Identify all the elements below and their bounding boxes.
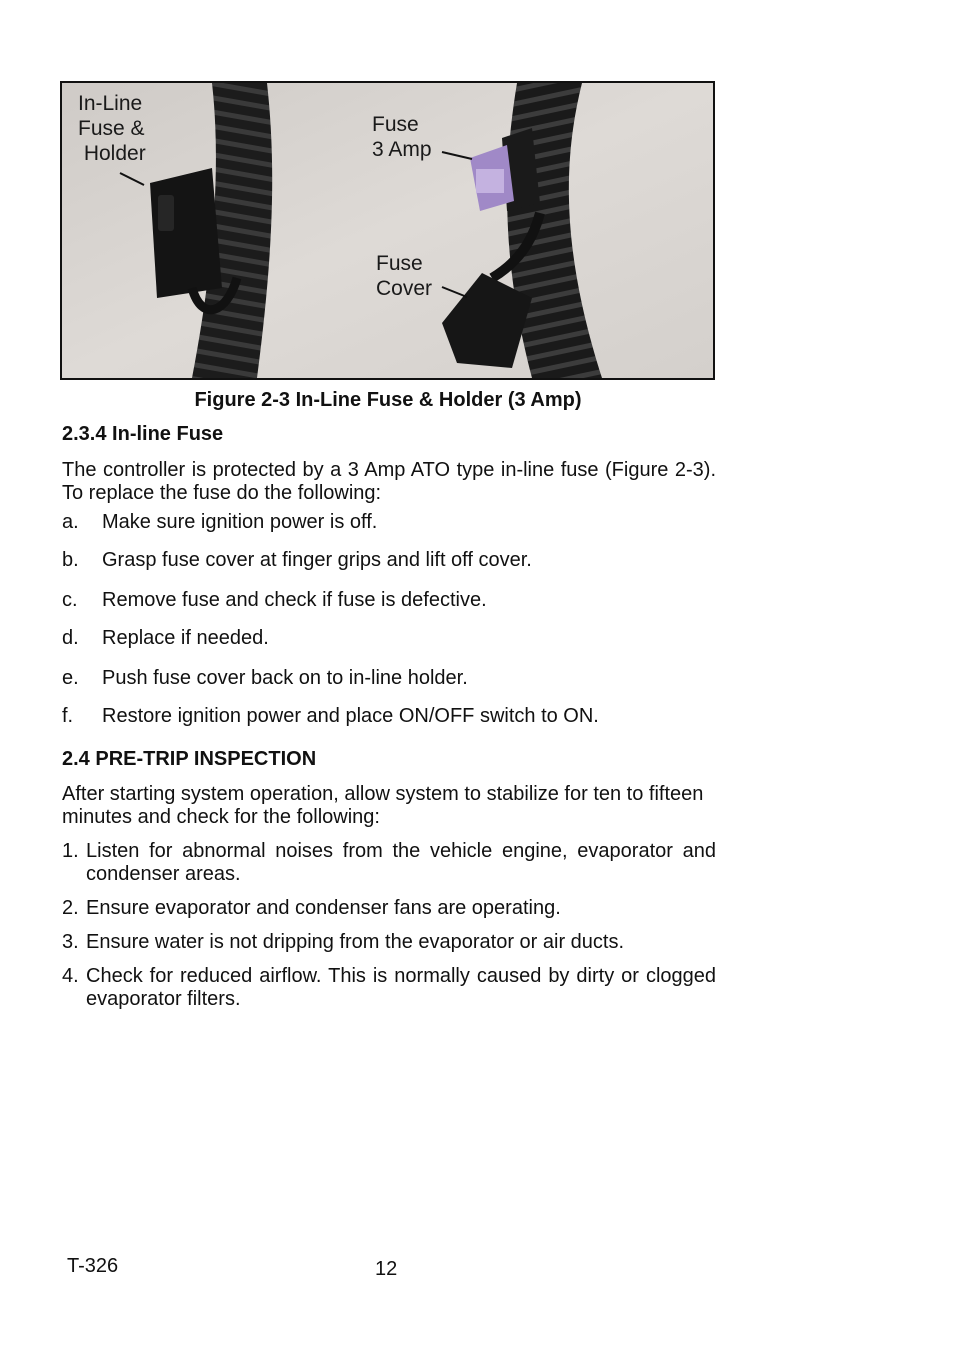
list-item — [62, 931, 716, 954]
list-text: Make sure ignition power is off. — [102, 511, 378, 533]
page-number: 12 — [375, 1258, 398, 1280]
section-heading-inline-fuse: 2.3.4 In-line Fuse — [62, 423, 224, 445]
list-text: Restore ignition power and place ON/OFF switch to ON. — [102, 705, 599, 727]
list-marker: 1. — [62, 840, 79, 862]
list-text: Replace if needed. — [102, 627, 269, 649]
list-text: Listen for abnormal noises from the vehicle engine, evaporator and condenser areas. — [86, 840, 716, 885]
list-item — [62, 965, 716, 1011]
list-marker: 2. — [62, 897, 79, 919]
fuse-cover-label: Fuse Cover — [376, 252, 433, 300]
document-number: T-326 — [67, 1255, 119, 1277]
list-text: Grasp fuse cover at finger grips and lift off cover. — [102, 549, 532, 571]
list-marker: c. — [62, 589, 78, 611]
section-heading-pre-trip: 2.4 PRE-TRIP INSPECTION — [62, 748, 317, 770]
fuse-3amp-label: Fuse 3 Amp — [372, 113, 432, 161]
list-item — [62, 840, 716, 886]
pre-trip-intro: After starting system operation, allow system to stabilize for ten to fifteen minutes and check for the following: — [62, 783, 704, 828]
list-marker: d. — [62, 627, 79, 649]
list-marker: a. — [62, 511, 79, 533]
list-item — [62, 897, 716, 920]
list-marker: 3. — [62, 931, 79, 953]
list-text: Ensure water is not dripping from the evaporator or air ducts. — [86, 931, 625, 953]
inline-fuse-holder-label: In-Line Fuse & Holder — [78, 92, 146, 165]
inline-fuse-intro: The controller is protected by a 3 Amp ATO type in-line fuse (Figure 2-3). To replace the fuse do the following: — [62, 459, 716, 504]
figure-photo — [60, 81, 715, 380]
list-text: Remove fuse and check if fuse is defective. — [102, 589, 487, 611]
list-text: Check for reduced airflow. This is normally caused by dirty or clogged evaporator filters. — [86, 965, 716, 1010]
list-marker: b. — [62, 549, 79, 571]
list-text: Push fuse cover back on to in-line holder. — [102, 667, 468, 689]
figure-caption: Figure 2-3 In-Line Fuse & Holder (3 Amp) — [194, 389, 582, 411]
list-marker: f. — [62, 705, 74, 727]
list-marker: 4. — [62, 965, 79, 987]
list-marker: e. — [62, 667, 79, 689]
list-text: Ensure evaporator and condenser fans are operating. — [86, 897, 561, 919]
